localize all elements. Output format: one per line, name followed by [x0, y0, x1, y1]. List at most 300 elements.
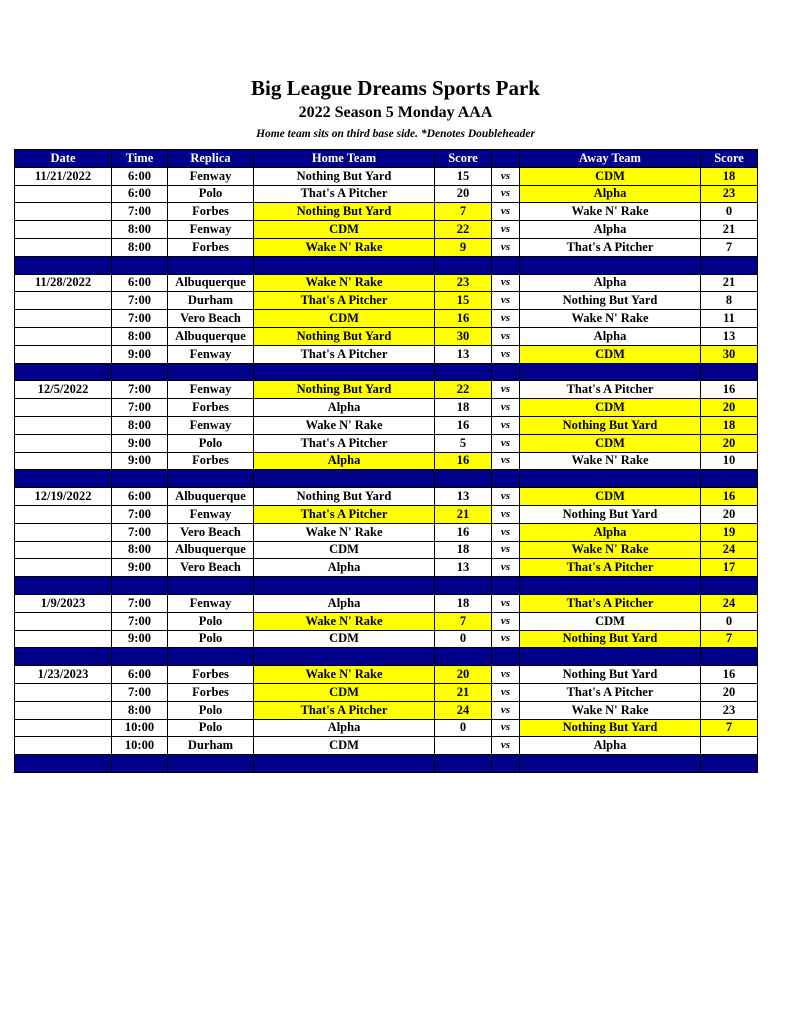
away-team: Wake N' Rake: [520, 203, 701, 221]
home-team: CDM: [254, 310, 435, 328]
separator-cell: [168, 363, 254, 381]
col-header-replica: Replica: [168, 150, 254, 168]
separator-cell: [15, 755, 112, 773]
home-team: CDM: [254, 683, 435, 701]
game-time: 7:00: [112, 505, 168, 523]
home-score: 18: [435, 541, 492, 559]
game-replica: Albuquerque: [168, 327, 254, 345]
separator-cell: [15, 470, 112, 488]
separator-cell: [254, 470, 435, 488]
vs-label: vs: [492, 737, 520, 755]
separator-cell: [254, 577, 435, 595]
vs-label: vs: [492, 310, 520, 328]
separator-cell: [492, 648, 520, 666]
away-team: Nothing But Yard: [520, 630, 701, 648]
game-date: [15, 203, 112, 221]
home-team: That's A Pitcher: [254, 434, 435, 452]
game-replica: Fenway: [168, 416, 254, 434]
separator-cell: [254, 755, 435, 773]
separator-cell: [254, 256, 435, 274]
home-score: 30: [435, 327, 492, 345]
home-team: CDM: [254, 737, 435, 755]
game-date: 11/21/2022: [15, 167, 112, 185]
vs-label: vs: [492, 701, 520, 719]
home-score: 18: [435, 594, 492, 612]
game-replica: Fenway: [168, 594, 254, 612]
game-date: [15, 719, 112, 737]
home-score: 0: [435, 630, 492, 648]
col-header-time: Time: [112, 150, 168, 168]
home-team: Nothing But Yard: [254, 327, 435, 345]
separator-cell: [701, 256, 758, 274]
game-row: [15, 292, 758, 310]
game-row: [15, 381, 758, 399]
separator-cell: [254, 648, 435, 666]
separator-cell: [112, 470, 168, 488]
separator-cell: [15, 577, 112, 595]
away-score: 8: [701, 292, 758, 310]
vs-label: vs: [492, 238, 520, 256]
home-team: Wake N' Rake: [254, 238, 435, 256]
away-team: Alpha: [520, 327, 701, 345]
vs-label: vs: [492, 523, 520, 541]
game-time: 9:00: [112, 345, 168, 363]
away-team: Alpha: [520, 221, 701, 239]
game-replica: Forbes: [168, 452, 254, 470]
away-score: 24: [701, 594, 758, 612]
page-subtitle: 2022 Season 5 Monday AAA: [298, 104, 493, 121]
vs-label: vs: [492, 434, 520, 452]
separator-cell: [701, 755, 758, 773]
vs-label: vs: [492, 345, 520, 363]
separator-cell: [112, 577, 168, 595]
game-row: [15, 167, 758, 185]
home-team: Alpha: [254, 719, 435, 737]
game-time: 7:00: [112, 292, 168, 310]
game-replica: Fenway: [168, 505, 254, 523]
home-score: 22: [435, 381, 492, 399]
home-score: 16: [435, 523, 492, 541]
away-team: Nothing But Yard: [520, 505, 701, 523]
away-team: Wake N' Rake: [520, 310, 701, 328]
game-replica: Vero Beach: [168, 310, 254, 328]
vs-label: vs: [492, 452, 520, 470]
away-score: [701, 737, 758, 755]
game-date: [15, 399, 112, 417]
game-date: [15, 327, 112, 345]
game-time: 7:00: [112, 381, 168, 399]
header-row: [15, 150, 758, 168]
away-team: Alpha: [520, 274, 701, 292]
col-header-home-team: Home Team: [254, 150, 435, 168]
game-row: [15, 452, 758, 470]
vs-label: vs: [492, 399, 520, 417]
home-team: Nothing But Yard: [254, 488, 435, 506]
game-date: [15, 185, 112, 203]
vs-label: vs: [492, 185, 520, 203]
separator-cell: [15, 256, 112, 274]
game-row: [15, 399, 758, 417]
separator-cell: [492, 363, 520, 381]
home-team: Alpha: [254, 559, 435, 577]
game-replica: Albuquerque: [168, 488, 254, 506]
separator-cell: [435, 648, 492, 666]
game-row: [15, 238, 758, 256]
game-date: [15, 505, 112, 523]
game-time: 8:00: [112, 327, 168, 345]
separator-cell: [701, 648, 758, 666]
game-replica: Vero Beach: [168, 559, 254, 577]
away-score: 21: [701, 221, 758, 239]
separator-cell: [435, 577, 492, 595]
week-separator-row: [15, 648, 758, 666]
home-score: 16: [435, 452, 492, 470]
home-score: 20: [435, 185, 492, 203]
home-team: That's A Pitcher: [254, 185, 435, 203]
home-team: That's A Pitcher: [254, 505, 435, 523]
separator-cell: [492, 256, 520, 274]
separator-cell: [435, 256, 492, 274]
game-row: [15, 327, 758, 345]
game-row: [15, 488, 758, 506]
game-date: [15, 345, 112, 363]
home-team: Alpha: [254, 594, 435, 612]
home-score: 7: [435, 203, 492, 221]
vs-label: vs: [492, 541, 520, 559]
home-score: 5: [435, 434, 492, 452]
game-time: 8:00: [112, 701, 168, 719]
vs-label: vs: [492, 221, 520, 239]
game-date: 1/23/2023: [15, 666, 112, 684]
away-score: 7: [701, 630, 758, 648]
separator-cell: [112, 256, 168, 274]
vs-label: vs: [492, 488, 520, 506]
game-date: [15, 683, 112, 701]
away-team: Nothing But Yard: [520, 292, 701, 310]
col-header-home-score: Score: [435, 150, 492, 168]
away-team: That's A Pitcher: [520, 594, 701, 612]
home-team: Alpha: [254, 452, 435, 470]
game-date: [15, 737, 112, 755]
col-header-date: Date: [15, 150, 112, 168]
game-row: [15, 416, 758, 434]
separator-cell: [435, 363, 492, 381]
page-note: Home team sits on third base side. *Denotes Doubleheader: [256, 128, 535, 140]
game-time: 6:00: [112, 666, 168, 684]
separator-cell: [15, 363, 112, 381]
away-team: Nothing But Yard: [520, 416, 701, 434]
separator-cell: [520, 256, 701, 274]
game-row: [15, 505, 758, 523]
home-team: Wake N' Rake: [254, 274, 435, 292]
home-score: [435, 737, 492, 755]
away-score: 30: [701, 345, 758, 363]
home-score: 22: [435, 221, 492, 239]
away-team: CDM: [520, 167, 701, 185]
home-team: Nothing But Yard: [254, 381, 435, 399]
game-replica: Fenway: [168, 345, 254, 363]
game-date: 12/5/2022: [15, 381, 112, 399]
away-team: That's A Pitcher: [520, 559, 701, 577]
week-separator-row: [15, 256, 758, 274]
game-time: 8:00: [112, 238, 168, 256]
home-score: 23: [435, 274, 492, 292]
game-row: [15, 523, 758, 541]
away-score: 0: [701, 203, 758, 221]
game-row: [15, 737, 758, 755]
vs-label: vs: [492, 630, 520, 648]
separator-cell: [168, 648, 254, 666]
vs-label: vs: [492, 292, 520, 310]
game-replica: Polo: [168, 719, 254, 737]
home-team: That's A Pitcher: [254, 701, 435, 719]
separator-cell: [168, 470, 254, 488]
separator-cell: [168, 577, 254, 595]
home-score: 15: [435, 292, 492, 310]
vs-label: vs: [492, 559, 520, 577]
game-row: [15, 310, 758, 328]
game-time: 7:00: [112, 612, 168, 630]
home-team: Alpha: [254, 399, 435, 417]
game-replica: Fenway: [168, 381, 254, 399]
game-time: 7:00: [112, 203, 168, 221]
home-score: 0: [435, 719, 492, 737]
game-time: 8:00: [112, 541, 168, 559]
home-score: 7: [435, 612, 492, 630]
separator-cell: [520, 470, 701, 488]
away-team: CDM: [520, 345, 701, 363]
col-header-away-team: Away Team: [520, 150, 701, 168]
game-row: [15, 666, 758, 684]
home-score: 16: [435, 416, 492, 434]
away-score: 23: [701, 701, 758, 719]
game-replica: Durham: [168, 737, 254, 755]
home-score: 13: [435, 488, 492, 506]
away-team: CDM: [520, 434, 701, 452]
game-time: 7:00: [112, 683, 168, 701]
away-team: CDM: [520, 399, 701, 417]
vs-label: vs: [492, 666, 520, 684]
away-score: 23: [701, 185, 758, 203]
away-team: Alpha: [520, 737, 701, 755]
home-score: 9: [435, 238, 492, 256]
separator-cell: [492, 577, 520, 595]
home-score: 21: [435, 505, 492, 523]
away-score: 10: [701, 452, 758, 470]
game-time: 6:00: [112, 488, 168, 506]
away-team: CDM: [520, 612, 701, 630]
home-team: CDM: [254, 630, 435, 648]
game-date: 12/19/2022: [15, 488, 112, 506]
away-team: Wake N' Rake: [520, 452, 701, 470]
away-team: Nothing But Yard: [520, 719, 701, 737]
away-score: 16: [701, 666, 758, 684]
game-time: 9:00: [112, 434, 168, 452]
away-score: 24: [701, 541, 758, 559]
home-score: 24: [435, 701, 492, 719]
week-separator-row: [15, 363, 758, 381]
game-replica: Vero Beach: [168, 523, 254, 541]
separator-cell: [435, 470, 492, 488]
col-header-away-score: Score: [701, 150, 758, 168]
home-team: That's A Pitcher: [254, 345, 435, 363]
separator-cell: [701, 363, 758, 381]
game-date: [15, 701, 112, 719]
game-date: [15, 452, 112, 470]
separator-cell: [520, 755, 701, 773]
away-score: 21: [701, 274, 758, 292]
game-date: [15, 541, 112, 559]
game-row: [15, 274, 758, 292]
game-date: [15, 310, 112, 328]
home-team: Nothing But Yard: [254, 203, 435, 221]
away-team: Wake N' Rake: [520, 701, 701, 719]
separator-cell: [520, 363, 701, 381]
home-score: 13: [435, 559, 492, 577]
vs-label: vs: [492, 594, 520, 612]
away-score: 19: [701, 523, 758, 541]
away-team: Nothing But Yard: [520, 666, 701, 684]
away-score: 20: [701, 399, 758, 417]
game-time: 8:00: [112, 221, 168, 239]
game-replica: Albuquerque: [168, 274, 254, 292]
game-row: [15, 203, 758, 221]
separator-cell: [701, 470, 758, 488]
game-replica: Fenway: [168, 221, 254, 239]
home-team: Wake N' Rake: [254, 523, 435, 541]
separator-cell: [435, 755, 492, 773]
away-team: That's A Pitcher: [520, 381, 701, 399]
vs-label: vs: [492, 719, 520, 737]
schedule-table: [14, 149, 758, 773]
away-team: CDM: [520, 488, 701, 506]
game-row: [15, 541, 758, 559]
home-score: 18: [435, 399, 492, 417]
game-date: 11/28/2022: [15, 274, 112, 292]
away-score: 0: [701, 612, 758, 630]
home-score: 21: [435, 683, 492, 701]
game-row: [15, 221, 758, 239]
game-time: 7:00: [112, 523, 168, 541]
game-replica: Forbes: [168, 238, 254, 256]
vs-label: vs: [492, 612, 520, 630]
game-time: 9:00: [112, 630, 168, 648]
away-team: That's A Pitcher: [520, 238, 701, 256]
away-score: 20: [701, 434, 758, 452]
home-score: 13: [435, 345, 492, 363]
separator-cell: [492, 470, 520, 488]
home-team: That's A Pitcher: [254, 292, 435, 310]
game-row: [15, 345, 758, 363]
away-score: 7: [701, 719, 758, 737]
game-replica: Forbes: [168, 683, 254, 701]
away-score: 18: [701, 167, 758, 185]
separator-cell: [112, 363, 168, 381]
game-replica: Polo: [168, 434, 254, 452]
home-team: Wake N' Rake: [254, 666, 435, 684]
away-team: Wake N' Rake: [520, 541, 701, 559]
col-header-vs: [492, 150, 520, 168]
away-score: 20: [701, 683, 758, 701]
vs-label: vs: [492, 274, 520, 292]
game-date: [15, 559, 112, 577]
game-date: [15, 523, 112, 541]
game-replica: Forbes: [168, 399, 254, 417]
away-score: 16: [701, 381, 758, 399]
away-score: 13: [701, 327, 758, 345]
game-time: 8:00: [112, 416, 168, 434]
game-time: 6:00: [112, 167, 168, 185]
game-replica: Polo: [168, 185, 254, 203]
game-row: [15, 630, 758, 648]
separator-cell: [168, 256, 254, 274]
home-team: Wake N' Rake: [254, 416, 435, 434]
vs-label: vs: [492, 381, 520, 399]
vs-label: vs: [492, 167, 520, 185]
game-date: [15, 221, 112, 239]
away-score: 18: [701, 416, 758, 434]
separator-cell: [112, 648, 168, 666]
away-score: 11: [701, 310, 758, 328]
week-separator-row: [15, 470, 758, 488]
separator-cell: [520, 577, 701, 595]
separator-cell: [254, 363, 435, 381]
game-replica: Polo: [168, 630, 254, 648]
home-team: CDM: [254, 221, 435, 239]
game-row: [15, 185, 758, 203]
away-score: 16: [701, 488, 758, 506]
vs-label: vs: [492, 505, 520, 523]
game-date: 1/9/2023: [15, 594, 112, 612]
separator-cell: [112, 755, 168, 773]
away-team: That's A Pitcher: [520, 683, 701, 701]
game-time: 7:00: [112, 594, 168, 612]
away-score: 20: [701, 505, 758, 523]
away-team: Alpha: [520, 185, 701, 203]
game-replica: Fenway: [168, 167, 254, 185]
game-replica: Polo: [168, 612, 254, 630]
separator-cell: [701, 577, 758, 595]
game-row: [15, 559, 758, 577]
home-team: Wake N' Rake: [254, 612, 435, 630]
home-team: CDM: [254, 541, 435, 559]
game-row: [15, 434, 758, 452]
home-score: 20: [435, 666, 492, 684]
game-time: 10:00: [112, 737, 168, 755]
away-team: Alpha: [520, 523, 701, 541]
separator-cell: [520, 648, 701, 666]
game-replica: Durham: [168, 292, 254, 310]
game-replica: Albuquerque: [168, 541, 254, 559]
away-score: 7: [701, 238, 758, 256]
week-separator-row: [15, 577, 758, 595]
game-time: 6:00: [112, 185, 168, 203]
home-team: Nothing But Yard: [254, 167, 435, 185]
separator-cell: [15, 648, 112, 666]
game-row: [15, 612, 758, 630]
game-date: [15, 434, 112, 452]
game-row: [15, 683, 758, 701]
week-separator-row: [15, 755, 758, 773]
vs-label: vs: [492, 203, 520, 221]
game-replica: Forbes: [168, 666, 254, 684]
game-date: [15, 612, 112, 630]
schedule-body: [15, 167, 758, 772]
away-score: 17: [701, 559, 758, 577]
game-date: [15, 630, 112, 648]
page-title: Big League Dreams Sports Park: [251, 76, 540, 100]
game-row: [15, 701, 758, 719]
